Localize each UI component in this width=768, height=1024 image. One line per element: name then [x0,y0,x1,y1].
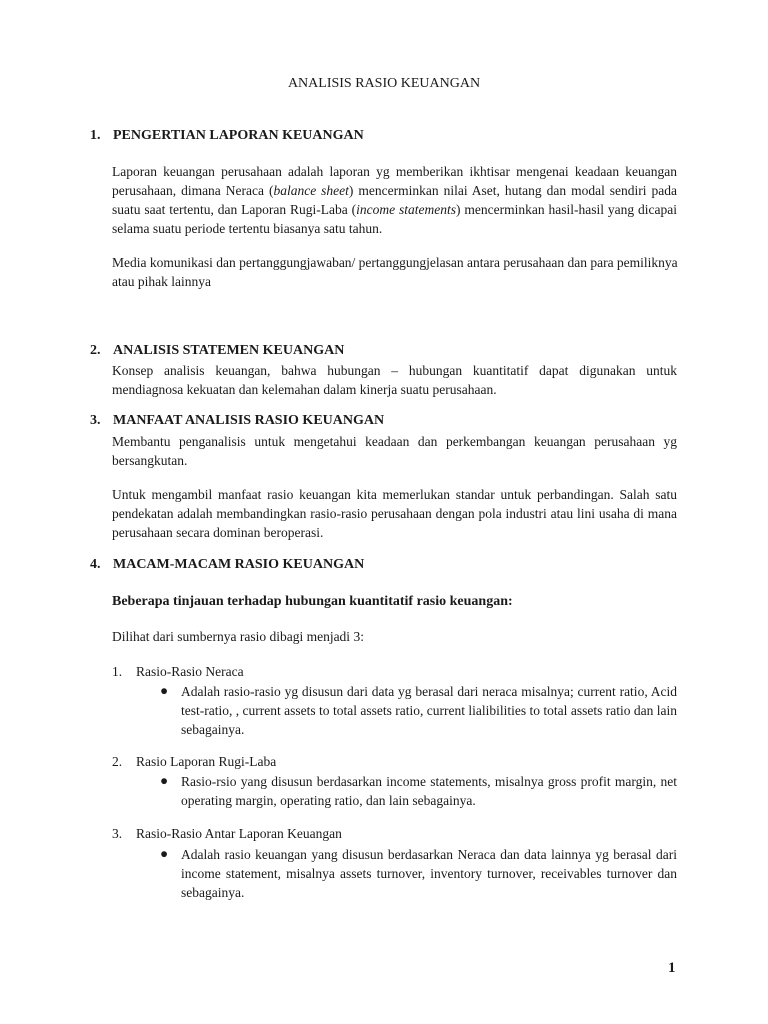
ratio-item-1-bullet: Adalah rasio-rasio yg disusun dari data yg berasal dari neraca misalnya; current ratio, Acid test-ratio, , current assets to total assets ratio, current lialibilities to total assets ratio dan lain sebagainya. [181,684,677,737]
section-title: MANFAAT ANALISIS RASIO KEUANGAN [113,413,385,428]
section-3-heading [90,413,384,429]
section-title: ANALISIS STATEMEN KEUANGAN [113,343,345,358]
bullet-icon: ● [160,773,169,788]
section-title: MACAM-MACAM RASIO KEUANGAN [113,557,365,572]
section-1-paragraph-2: Media komunikasi dan pertanggungjawaban/ pertanggungjelasan antara perusahaan dan para pemiliknya atau pihak lainnya [112,255,678,289]
ratio-item-3-bullet: Adalah rasio keuangan yang disusun berdasarkan Neraca dan data lainnya yg berasal dari income statement, misalnya assets turnover, inventory turnover, receivables turnover dan sebagainya. [181,847,677,900]
section-2-heading [90,343,344,359]
bullet-icon: ● [160,846,169,861]
bullet-icon: ● [160,683,169,698]
ratio-item-2-label: 2. Rasio Laporan Rugi-Laba [112,754,277,769]
section-4-bold-intro: Beberapa tinjauan terhadap hubungan kuantitatif rasio keuangan: [112,594,513,609]
section-4-heading [90,557,364,573]
section-1-paragraph-1: Laporan keuangan perusahaan adalah laporan yg memberikan ikhtisar mengenai keadaan keuangan perusahaan, dimana Neraca (balance sheet) mencerminkan nilai Aset, hutang dan modal sendiri pada suatu saat tertentu, dan Laporan Rugi-Laba (income statements) mencerminkan hasil-hasil yang dicapai selama suatu periode tertentu biasanya satu tahun. [112,164,677,236]
section-number: 3. [90,413,101,428]
document-title: ANALISIS RASIO KEUANGAN [287,76,481,91]
section-4-intro: Dilihat dari sumbernya rasio dibagi menjadi 3: [112,629,364,644]
section-3-paragraph-2: Untuk mengambil manfaat rasio keuangan kita memerlukan standar untuk perbandingan. Salah satu pendekatan adalah membandingkan rasio-rasio perusahaan dengan pola industri atau lini usaha di mana perusahaan secara dominan beroperasi. [112,487,677,540]
section-1-heading [90,128,364,144]
section-number: 1. [90,128,101,143]
section-2-paragraph-1: Konsep analisis keuangan, bahwa hubungan – hubungan kuantitatif dapat digunakan untuk mendiagnosa kekuatan dan kelemahan dalam kinerja suatu perusahaan. [112,363,677,397]
page-number: 1 [668,960,676,976]
section-title: PENGERTIAN LAPORAN KEUANGAN [113,128,364,143]
section-3-paragraph-1: Membantu penganalisis untuk mengetahui keadaan dan perkembangan keuangan perusahaan yg bersangkutan. [112,434,677,468]
ratio-item-2-bullet: Rasio-rsio yang disusun berdasarkan income statements, misalnya gross profit margin, net operating margin, operating ratio, dan lain sebagainya. [181,774,677,808]
ratio-item-3-label: 3. Rasio-Rasio Antar Laporan Keuangan [112,826,342,841]
ratio-item-1-label: 1. Rasio-Rasio Neraca [112,664,244,679]
section-number: 2. [90,343,101,358]
section-number: 4. [90,557,101,572]
